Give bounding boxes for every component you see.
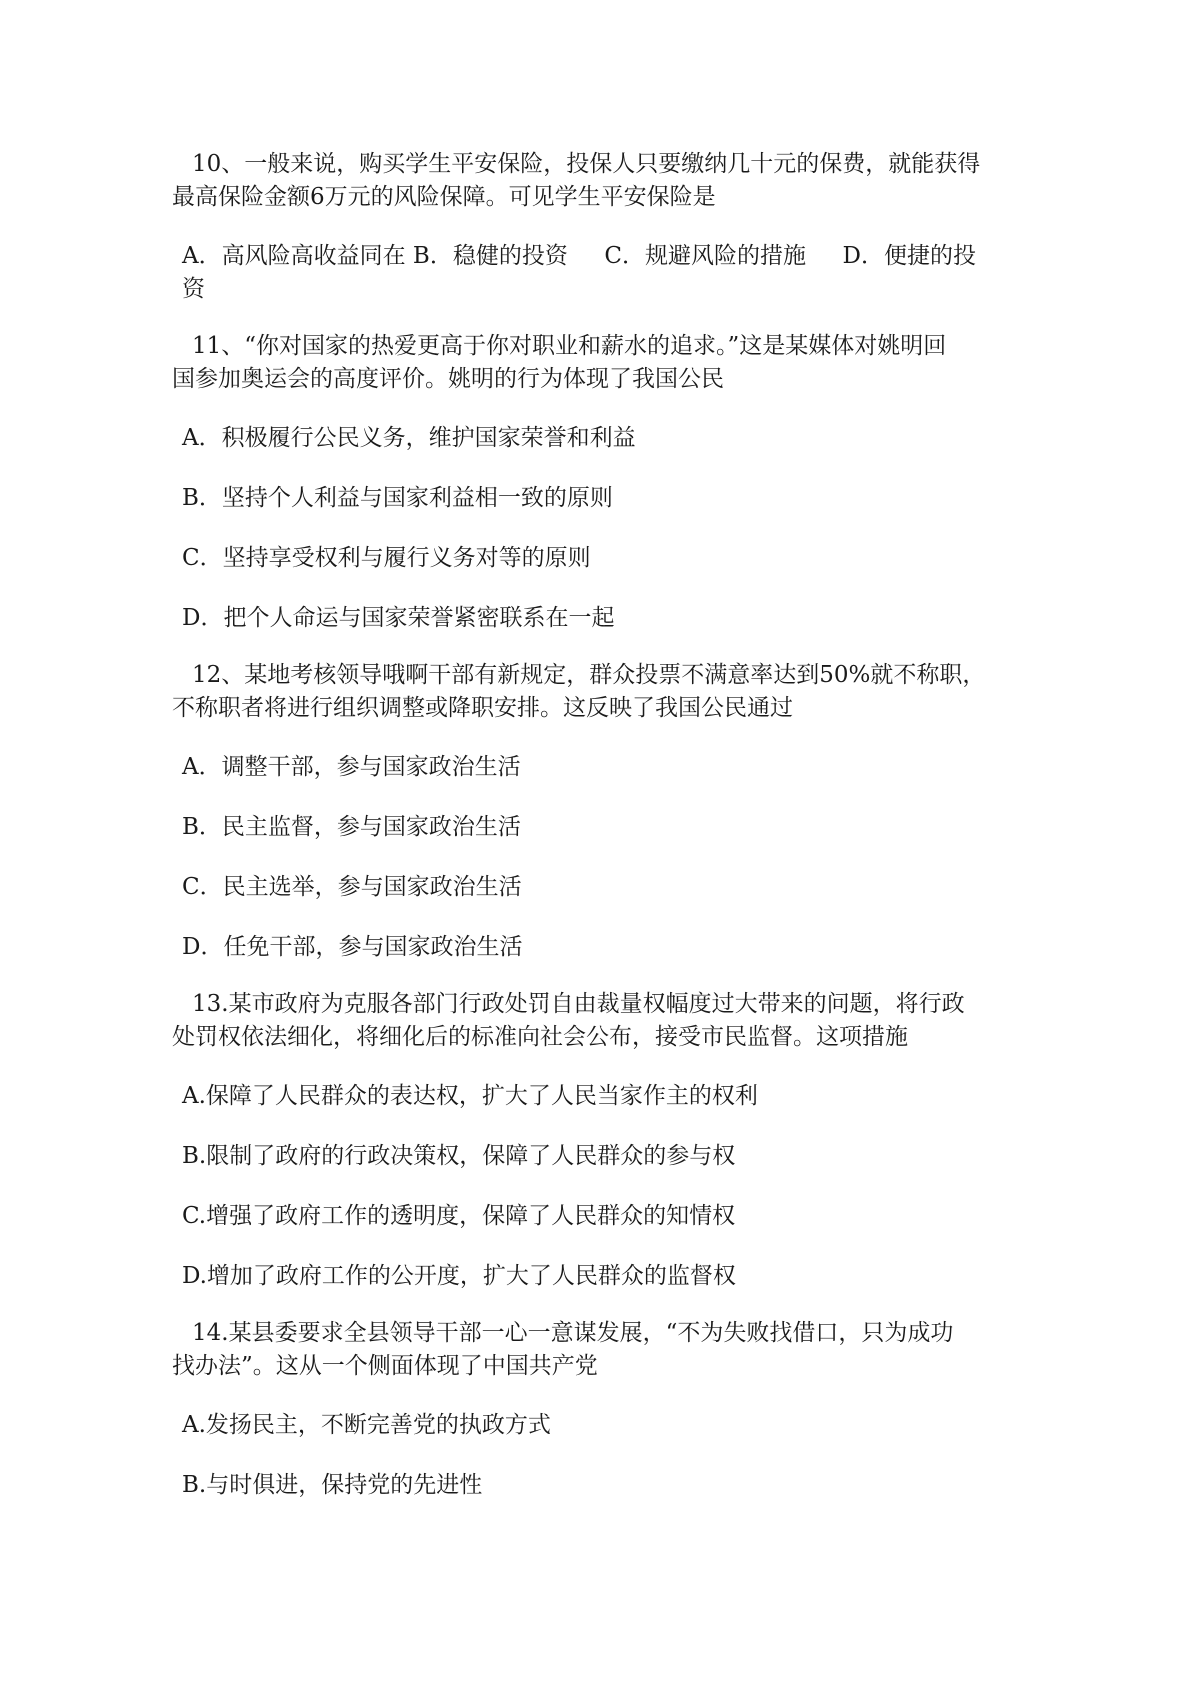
options-inline [182, 240, 1032, 306]
option-line: 资 [182, 276, 205, 302]
stem-line: 14.某县委要求全县领导干部一心一意谋发展，“不为失败找借口，只为成功 [192, 1320, 954, 1346]
stem-line: 国参加奥运会的高度评价。姚明的行为体现了我国公民 [172, 366, 724, 392]
question-13 [172, 988, 1032, 1293]
option-c: C．民主选举，参与国家政治生活 [182, 874, 522, 900]
option-b: B.限制了政府的行政决策权，保障了人民群众的参与权 [182, 1143, 736, 1169]
document-page [172, 148, 1032, 1502]
option-a: A.保障了人民群众的表达权，扩大了人民当家作主的权利 [182, 1083, 758, 1109]
option-a: A.发扬民主，不断完善党的执政方式 [182, 1412, 551, 1438]
question-10 [172, 148, 1032, 306]
question-14 [172, 1317, 1032, 1502]
question-11 [172, 330, 1032, 635]
stem-line: 11、“你对国家的热爱更高于你对职业和薪水的追求。”这是某媒体对姚明回 [192, 333, 947, 359]
stem-line: 12、某地考核领导哦啊干部有新规定，群众投票不满意率达到50%就不称职， [192, 662, 986, 688]
question-stem [172, 330, 1032, 396]
option-d: D.增加了政府工作的公开度，扩大了人民群众的监督权 [182, 1263, 736, 1289]
stem-line: 找办法”。这从一个侧面体现了中国共产党 [172, 1353, 598, 1379]
stem-line: 处罚权依法细化，将细化后的标准向社会公布，接受市民监督。这项措施 [172, 1024, 908, 1050]
question-stem [172, 659, 1032, 725]
stem-line: 不称职者将进行组织调整或降职安排。这反映了我国公民通过 [172, 695, 793, 721]
stem-line: 最高保险金额6万元的风险保障。可见学生平安保险是 [172, 184, 716, 210]
question-stem [172, 988, 1032, 1054]
option-c: C．坚持享受权利与履行义务对等的原则 [182, 545, 591, 571]
option-a: A．积极履行公民义务，维护国家荣誉和利益 [182, 425, 636, 451]
question-stem [172, 1317, 1032, 1383]
option-d: D．任免干部，参与国家政治生活 [182, 934, 523, 960]
option-line: A．高风险高收益同在 B．稳健的投资 C．规避风险的措施 D．便捷的投 [182, 243, 976, 269]
question-stem [172, 148, 1032, 214]
option-b: B.与时俱进，保持党的先进性 [182, 1472, 483, 1498]
option-b: B．民主监督，参与国家政治生活 [182, 814, 521, 840]
stem-line: 10、一般来说，购买学生平安保险，投保人只要缴纳几十元的保费，就能获得 [192, 151, 981, 177]
stem-line: 13.某市政府为克服各部门行政处罚自由裁量权幅度过大带来的问题，将行政 [192, 991, 965, 1017]
option-b: B．坚持个人利益与国家利益相一致的原则 [182, 485, 613, 511]
question-12 [172, 659, 1032, 964]
option-a: A．调整干部，参与国家政治生活 [182, 754, 521, 780]
option-c: C.增强了政府工作的透明度，保障了人民群众的知情权 [182, 1203, 736, 1229]
option-d: D．把个人命运与国家荣誉紧密联系在一起 [182, 605, 615, 631]
